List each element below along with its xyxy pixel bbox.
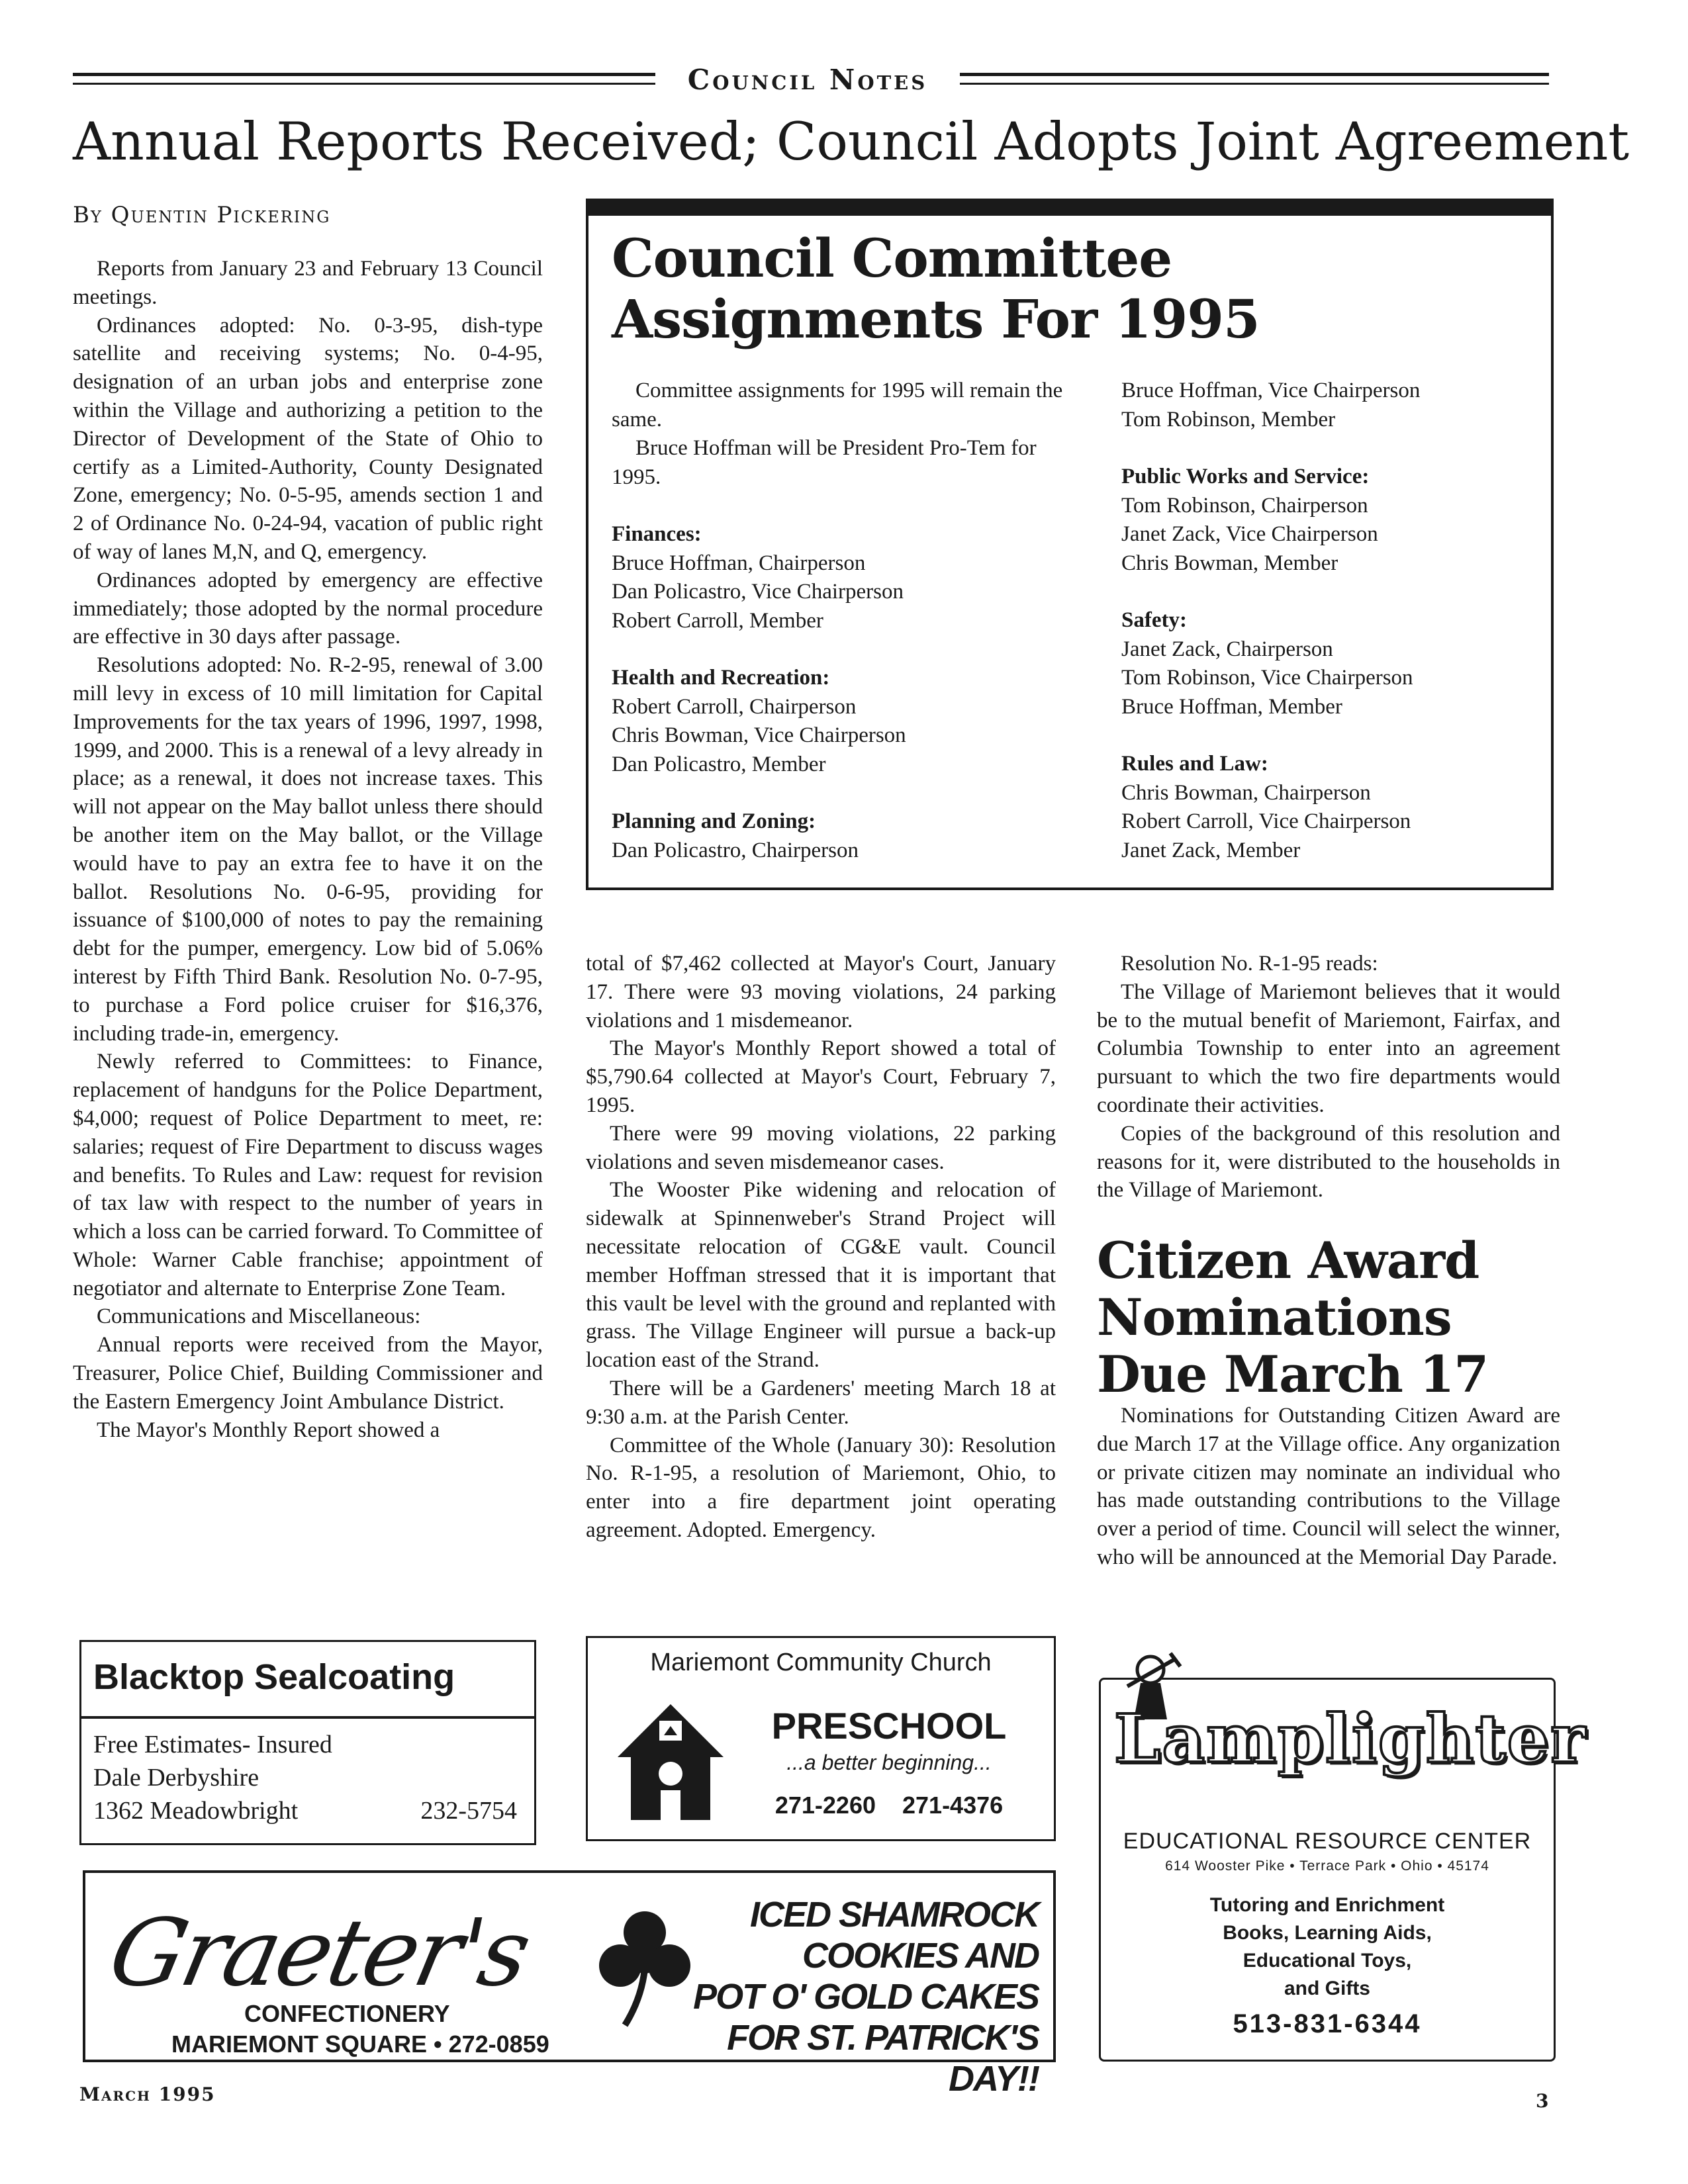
member: Robert Carroll, Member [612,608,823,633]
ad-divider [81,1716,534,1719]
article-paragraph: Newly referred to Committees: to Finance, replacement of handguns for the Police Department, $4,000; request of Police Department to meet, re: salaries; request of Fire Department to discuss wages and benefits. To Rules and Law: request for revision of tax law with respect to the number of years in which a loss can be carried forward. To Committee of Whole: Warner Cable franchise; appointment of negotiator and alternate to Enterprise Zone Team. [73,1050,543,1300]
graeters-address: MARIEMONT SQUARE • 272-0859 [171,2030,549,2058]
preschool-title: PRESCHOOL [771,1705,1007,1747]
committee-heading-rules: Rules and Law: [1121,752,1268,776]
article-paragraph: Nominations for Outstanding Citizen Award are due March 17 at the Village office. Any organization or private citizen may nominate an individual who has made outstanding contributions to the Village over a period of time. Council will select the winner, who will be announced at the Memorial Day Parade. [1097,1404,1560,1569]
lamplighter-services [1101,1891,1554,2003]
header-rule-left [73,73,655,85]
committee-right-column [1121,377,1545,865]
member: Janet Zack, Member [1121,838,1301,862]
article-paragraph: Communications and Miscellaneous: [97,1304,421,1329]
ad-blacktop-sealcoating [79,1640,536,1845]
member: Chris Bowman, Vice Chairperson [612,723,906,747]
schoolhouse-icon [614,1701,727,1823]
member: Chris Bowman, Member [1121,551,1338,575]
intro-text: Bruce Hoffman will be President Pro-Tem for 1995. [612,436,1037,489]
shamrock-icon [595,1906,694,2032]
article-paragraph: There will be a Gardeners' meeting March 18 at 9:30 a.m. at the Parish Center. [586,1376,1056,1429]
footer-date: March 1995 [79,2083,216,2105]
committee-heading-public-works: Public Works and Service: [1121,465,1370,488]
member: Tom Robinson, Member [1121,407,1336,432]
phone: 271-4376 [902,1792,1004,1819]
member: Dan Policastro, Member [612,752,826,776]
article-paragraph: Ordinances adopted: No. 0-3-95, dish-type satellite and receiving systems; No. 0-4-95, designation of an urban jobs and enterprise zone within the Village and authorizing a petition to the Director of Development of the State of Ohio to certify as a Limited-Authority, County Designated Zone, emergency; No. 0-5-95, amends section 1 and 2 of Ordinance No. 0-24-94, vacation of public right of way of lanes M,N, and Q, emergency. [73,313,543,564]
ad-details [93,1728,524,1827]
article-paragraph: Resolutions adopted: No. R-2-95, renewal of 3.00 mill levy in excess of 10 mill limitation for Capital Improvements for the tax years of 1996, 1997, 1998, 1999, and 2000. This is a renewal of a levy already in place; as a renewal, it does not increase taxes. This will not appear on the May ballot unless there should be another item on the May ballot, or the Village would have to pay an extra fee to have it on the ballot. Resolutions No. 0-6-95, providing for issuance of $100,000 of notes to pay the remaining debt for the pumper, emergency. Low bid of 5.06% interest by Fifth Third Bank. Resolution No. 0-7-95, to purchase a Ford police cruiser for $16,376, including trade-in, emergency. [73,653,543,1046]
article-paragraph: Annual reports were received from the Mayor, Treasurer, Police Chief, Building Commissioner and the Eastern Emergency Joint Ambulance District. [73,1333,543,1414]
article-paragraph: Resolution No. R-1-95 reads: [1121,952,1378,976]
article-paragraph: The Village of Mariemont believes that it would be to the mutual benefit of Mariemont, Fairfax, and Columbia Township to enter into an agreement pursuant to which the two fire departments would coordinate their activities. [1097,979,1560,1117]
committee-heading-finances: Finances: [612,522,702,546]
page-headline: Annual Reports Received; Council Adopts Joint Agreement [73,111,1630,172]
ad-line: Free Estimates- Insured [93,1731,332,1758]
member: Robert Carroll, Vice Chairperson [1121,809,1411,833]
service-line: and Gifts [1284,1978,1370,1999]
citizen-award-body [1097,1402,1560,1572]
lamplighter-phone: 513-831-6344 [1233,2009,1422,2038]
member: Robert Carroll, Chairperson [612,694,857,719]
committee-assignments-box [586,199,1554,890]
title-line: Council Committee [612,227,1172,289]
citizen-award-title [1097,1232,1560,1403]
promo-line: FOR ST. PATRICK'S DAY!! [727,2018,1039,2099]
ad-address: 1362 Meadowbright [93,1797,299,1825]
graeters-promo [681,1894,1039,2099]
article-column-1 [73,255,543,1444]
member: Dan Policastro, Chairperson [612,838,859,862]
service-line: Books, Learning Aids, [1223,1922,1432,1944]
article-paragraph: There were 99 moving violations, 22 parking violations and seven misdemeanor cases. [586,1121,1056,1174]
committee-heading-health: Health and Recreation: [612,666,830,690]
graeters-type: CONFECTIONERY [244,2000,450,2027]
member: Bruce Hoffman, Member [1121,694,1342,719]
title-line: Citizen Award [1097,1231,1479,1290]
preschool-phones [750,1792,1028,1819]
committee-heading-safety: Safety: [1121,608,1187,632]
section-label: Council Notes [687,64,928,96]
committee-left-column [612,377,1068,865]
byline: By Quentin Pickering [73,202,331,228]
ad-lamplighter [1099,1678,1587,2062]
lamplighter-logo: Lamplighter [1114,1700,1587,1778]
ad-line: Dale Derbyshire [93,1764,259,1792]
title-line: Assignments For 1995 [612,288,1260,350]
article-paragraph: The Wooster Pike widening and relocation of sidewalk at Spinnenweber's Strand Project will necessitate relocation of CG&E vault. Council member Hoffman stressed that it is important that this vault be level with the ground and replanted with grass. The Village Engineer will pursue a back-up location east of the Strand. [586,1178,1056,1373]
service-line: Tutoring and Enrichment [1209,1894,1445,1916]
ad-title: Blacktop Sealcoating [93,1657,455,1697]
title-line: Due March 17 [1097,1345,1489,1404]
article-paragraph: Ordinances adopted by emergency are effective immediately; those adopted by the normal procedure are effective in 30 days after passage. [73,568,543,649]
lamplighter-address: 614 Wooster Pike • Terrace Park • Ohio • 45174 [1165,1858,1489,1874]
member: Tom Robinson, Vice Chairperson [1121,666,1413,690]
church-name: Mariemont Community Church [650,1649,992,1676]
graeters-logo: Graeter's [100,1899,538,2007]
member: Janet Zack, Chairperson [1121,637,1333,661]
article-column-3 [1097,950,1560,1205]
header-rule-right [960,73,1549,85]
intro-text: Committee assignments for 1995 will remain the same. [612,379,1063,432]
committee-heading-planning: Planning and Zoning: [612,809,816,833]
member: Dan Policastro, Vice Chairperson [612,580,904,604]
ad-church-preschool [586,1636,1056,1841]
title-line: Nominations [1097,1288,1452,1347]
article-paragraph: Copies of the background of this resolution and reasons for it, were distributed to the households in the Village of Mariemont. [1097,1121,1560,1203]
ad-phone: 232-5754 [420,1797,517,1825]
box-top-bar [588,201,1551,216]
service-line: Educational Toys, [1243,1950,1412,1972]
article-column-2 [586,950,1056,1545]
article-paragraph: The Mayor's Monthly Report showed a [97,1418,440,1442]
page-number: 3 [1536,2090,1550,2112]
member: Chris Bowman, Chairperson [1121,780,1371,805]
article-paragraph: The Mayor's Monthly Report showed a total of $5,790.64 collected at Mayor's Court, February 7, 1995. [586,1036,1056,1117]
promo-line: ICED SHAMROCK [749,1895,1039,1934]
promo-line: COOKIES AND [802,1936,1039,1976]
member: Tom Robinson, Chairperson [1121,493,1368,518]
lamplighter-name: EDUCATIONAL RESOURCE CENTER [1123,1829,1532,1854]
article-paragraph: Committee of the Whole (January 30): Resolution No. R-1-95, a resolution of Mariemont, Ohio, to enter into a fire department joint operating agreement. Adopted. Emergency. [586,1433,1056,1542]
member: Bruce Hoffman, Chairperson [612,551,866,575]
member: Janet Zack, Vice Chairperson [1121,522,1378,546]
article-paragraph: Reports from January 23 and February 13 Council meetings. [73,257,543,309]
promo-line: POT O' GOLD CAKES [693,1977,1039,2017]
phone: 271-2260 [774,1792,876,1819]
article-paragraph: total of $7,462 collected at Mayor's Court, January 17. There were 93 moving violations, 24 parking violations and 1 misdemeanor. [586,952,1056,1032]
preschool-tagline: ...a better beginning... [786,1751,992,1774]
member: Bruce Hoffman, Vice Chairperson [1121,379,1421,402]
committee-box-title [612,228,1538,349]
